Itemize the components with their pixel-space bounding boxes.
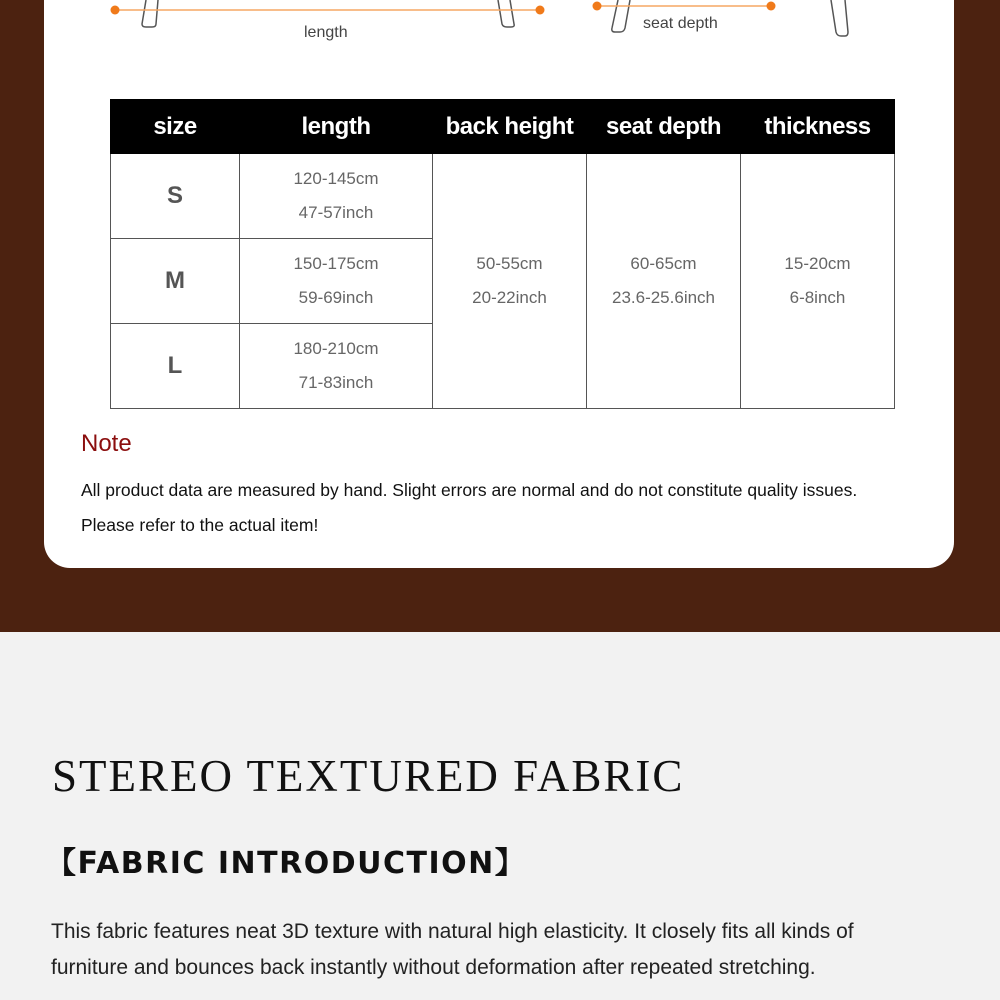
length-cm-m: 150-175cm — [293, 254, 379, 273]
thickness-inch: 6-8inch — [789, 288, 846, 307]
note-line-2: Please refer to the actual item! — [81, 515, 319, 535]
seat-leg-left — [612, 0, 630, 32]
seat-depth-cell — [587, 154, 741, 409]
fabric-description-line-1: This fabric features neat 3D texture with natural high elasticity. It closely fits all kinds of — [51, 920, 854, 943]
length-cm-l: 180-210cm — [293, 339, 379, 358]
sofa-leg-left — [142, 0, 158, 27]
thickness-cm: 15-20cm — [784, 254, 851, 273]
size-l: L — [111, 324, 240, 409]
seat-leg-right — [831, 0, 848, 36]
fabric-description — [51, 914, 951, 986]
seat-depth-inch: 23.6-25.6inch — [611, 288, 716, 307]
sofa-leg-right — [498, 0, 514, 27]
back-height-cell — [433, 154, 587, 409]
length-cm-s: 120-145cm — [293, 169, 379, 188]
length-cell-l — [240, 324, 433, 409]
size-m: M — [111, 239, 240, 324]
table-header-row — [111, 100, 895, 154]
thickness-cell — [741, 154, 895, 409]
length-inch-m: 59-69inch — [298, 288, 374, 307]
table-row — [111, 154, 895, 239]
fabric-description-line-2: furniture and bounces back instantly without deformation after repeated stretching. — [51, 956, 816, 979]
seat-depth-marker-left — [593, 2, 602, 11]
size-s: S — [111, 154, 240, 239]
header-thickness: thickness — [741, 100, 895, 154]
length-marker-right — [536, 6, 545, 15]
seat-depth-cm: 60-65cm — [630, 254, 697, 273]
header-size: size — [111, 100, 240, 154]
length-label: length — [304, 24, 348, 41]
fabric-introduction-heading: 【FABRIC INTRODUCTION】 — [46, 846, 527, 881]
header-seat-depth: seat depth — [587, 100, 741, 154]
dimension-diagram — [0, 0, 1000, 60]
note-line-1: All product data are measured by hand. Slight errors are normal and do not constitute quality issues. — [81, 480, 858, 500]
back-height-inch: 20-22inch — [472, 288, 547, 307]
length-inch-s: 47-57inch — [298, 203, 374, 222]
seat-depth-marker-right — [767, 2, 776, 11]
seat-depth-label: seat depth — [643, 15, 718, 32]
fabric-section-title: STEREO TEXTURED FABRIC — [52, 751, 685, 801]
length-cell-m — [240, 239, 433, 324]
length-marker-left — [111, 6, 120, 15]
header-length: length — [240, 100, 433, 154]
header-back-height: back height — [433, 100, 587, 154]
length-cell-s — [240, 154, 433, 239]
note-text — [81, 473, 941, 543]
back-height-cm: 50-55cm — [476, 254, 543, 273]
size-table — [110, 99, 895, 409]
note-title: Note — [81, 430, 132, 457]
length-inch-l: 71-83inch — [298, 373, 374, 392]
